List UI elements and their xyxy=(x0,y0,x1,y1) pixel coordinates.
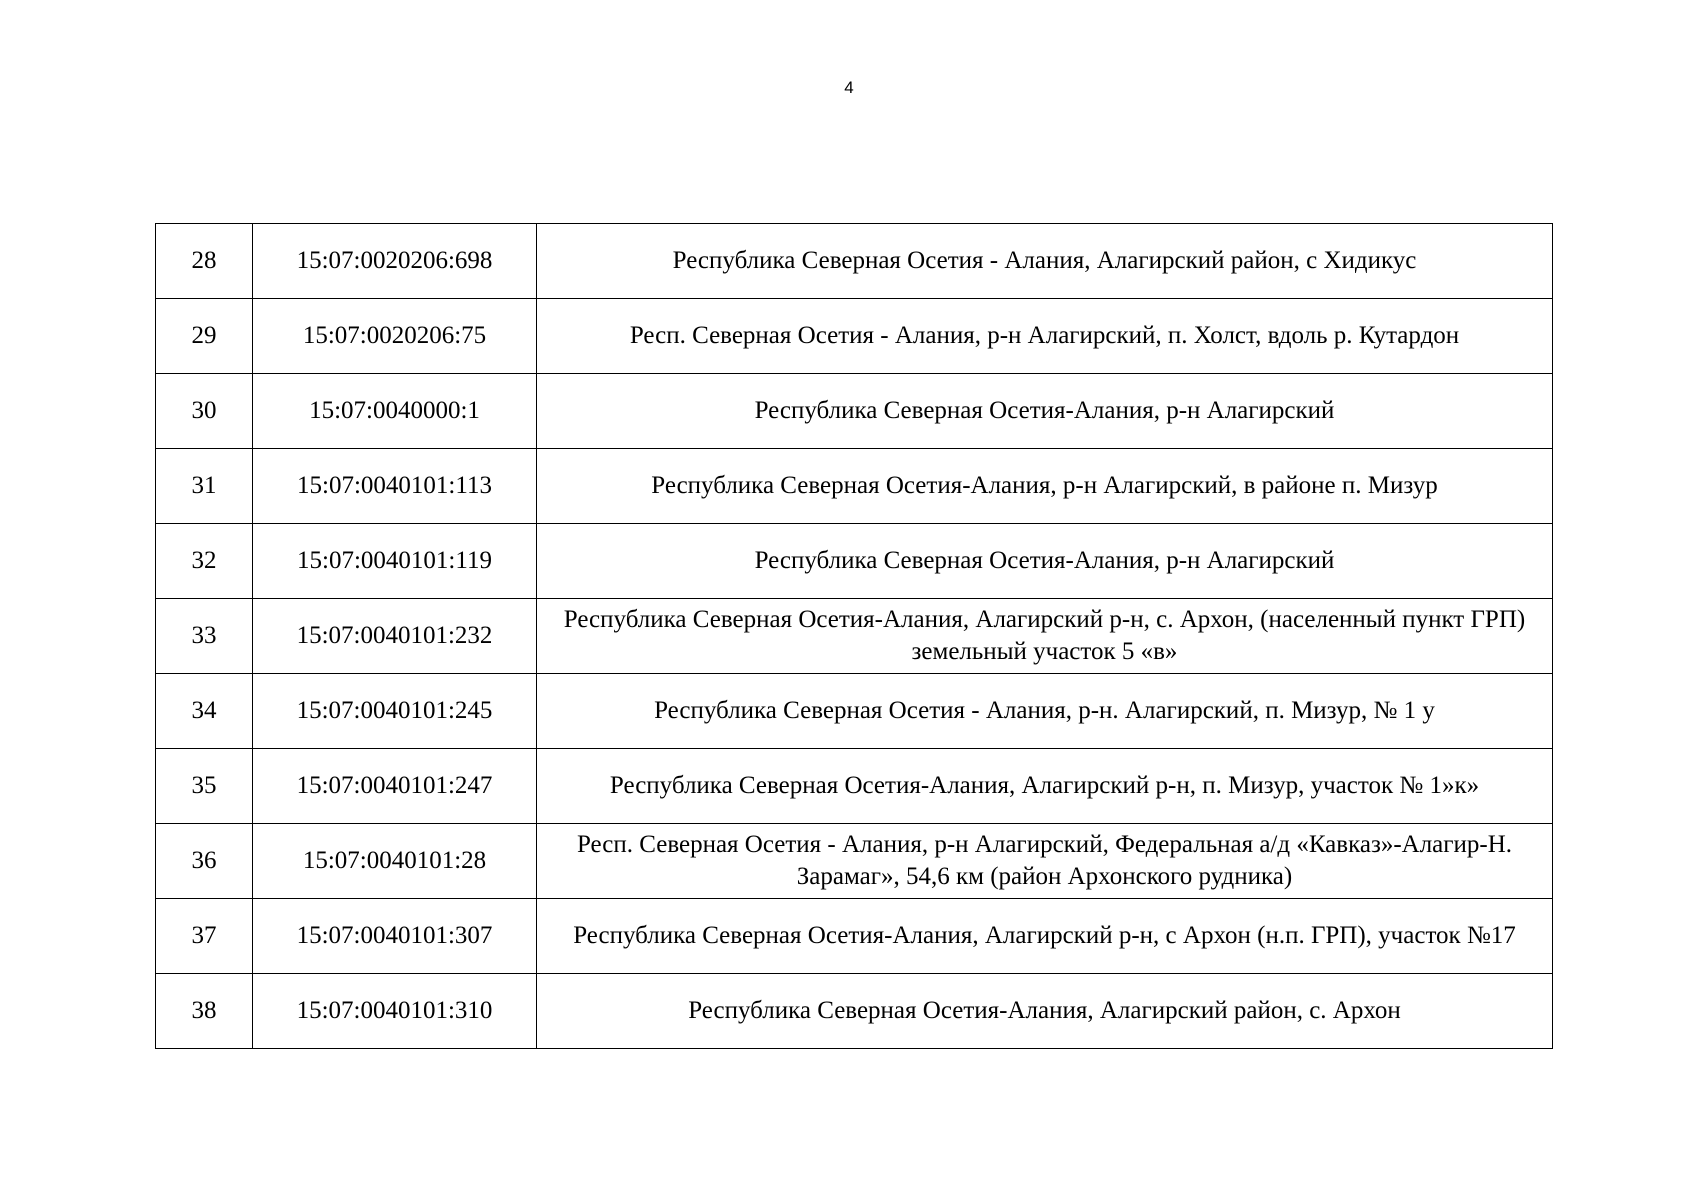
table-row xyxy=(156,749,1553,824)
table-row xyxy=(156,674,1553,749)
cadastral-number: 15:07:0040101:247 xyxy=(253,749,537,824)
cadastral-number: 15:07:0040101:245 xyxy=(253,674,537,749)
row-number: 34 xyxy=(156,674,253,749)
cadastral-number: 15:07:0040101:310 xyxy=(253,974,537,1049)
row-number: 37 xyxy=(156,899,253,974)
row-number: 38 xyxy=(156,974,253,1049)
table-row xyxy=(156,524,1553,599)
address: Республика Северная Осетия-Алания, р-н Алагирский xyxy=(537,524,1553,599)
address: Республика Северная Осетия-Алания, Алагирский район, с. Архон xyxy=(537,974,1553,1049)
row-number: 32 xyxy=(156,524,253,599)
land-plots-table xyxy=(155,223,1553,1049)
address: Республика Северная Осетия-Алания, Алагирский р-н, с Архон (н.п. ГРП), участок №17 xyxy=(537,899,1553,974)
address: Республика Северная Осетия - Алания, р-н. Алагирский, п. Мизур, № 1 у xyxy=(537,674,1553,749)
page-number: 4 xyxy=(844,78,854,97)
cadastral-number: 15:07:0040101:28 xyxy=(253,824,537,899)
table-row xyxy=(156,299,1553,374)
table-row xyxy=(156,974,1553,1049)
cadastral-number: 15:07:0040101:232 xyxy=(253,599,537,674)
row-number: 28 xyxy=(156,224,253,299)
address: Респ. Северная Осетия - Алания, р-н Алагирский, п. Холст, вдоль р. Кутардон xyxy=(537,299,1553,374)
table-row xyxy=(156,599,1553,674)
table-row xyxy=(156,449,1553,524)
row-number: 30 xyxy=(156,374,253,449)
table-row xyxy=(156,374,1553,449)
address: Республика Северная Осетия-Алания, р-н Алагирский, в районе п. Мизур xyxy=(537,449,1553,524)
address: Республика Северная Осетия-Алания, Алагирский р-н, с. Архон, (населенный пункт ГРП) земельный участок 5 «в» xyxy=(537,599,1553,674)
cadastral-number: 15:07:0040101:119 xyxy=(253,524,537,599)
table-row xyxy=(156,899,1553,974)
row-number: 35 xyxy=(156,749,253,824)
cadastral-number: 15:07:0040000:1 xyxy=(253,374,537,449)
table-row xyxy=(156,224,1553,299)
address: Респ. Северная Осетия - Алания, р-н Алагирский, Федеральная а/д «Кавказ»-Алагир-Н. Зарамаг», 54,6 км (район Архонского рудника) xyxy=(537,824,1553,899)
cadastral-number: 15:07:0040101:113 xyxy=(253,449,537,524)
row-number: 33 xyxy=(156,599,253,674)
cadastral-number: 15:07:0040101:307 xyxy=(253,899,537,974)
table-row xyxy=(156,824,1553,899)
address: Республика Северная Осетия - Алания, Алагирский район, с Хидикус xyxy=(537,224,1553,299)
address: Республика Северная Осетия-Алания, р-н Алагирский xyxy=(537,374,1553,449)
row-number: 29 xyxy=(156,299,253,374)
row-number: 31 xyxy=(156,449,253,524)
cadastral-number: 15:07:0020206:698 xyxy=(253,224,537,299)
address: Республика Северная Осетия-Алания, Алагирский р-н, п. Мизур, участок № 1»к» xyxy=(537,749,1553,824)
cadastral-number: 15:07:0020206:75 xyxy=(253,299,537,374)
row-number: 36 xyxy=(156,824,253,899)
